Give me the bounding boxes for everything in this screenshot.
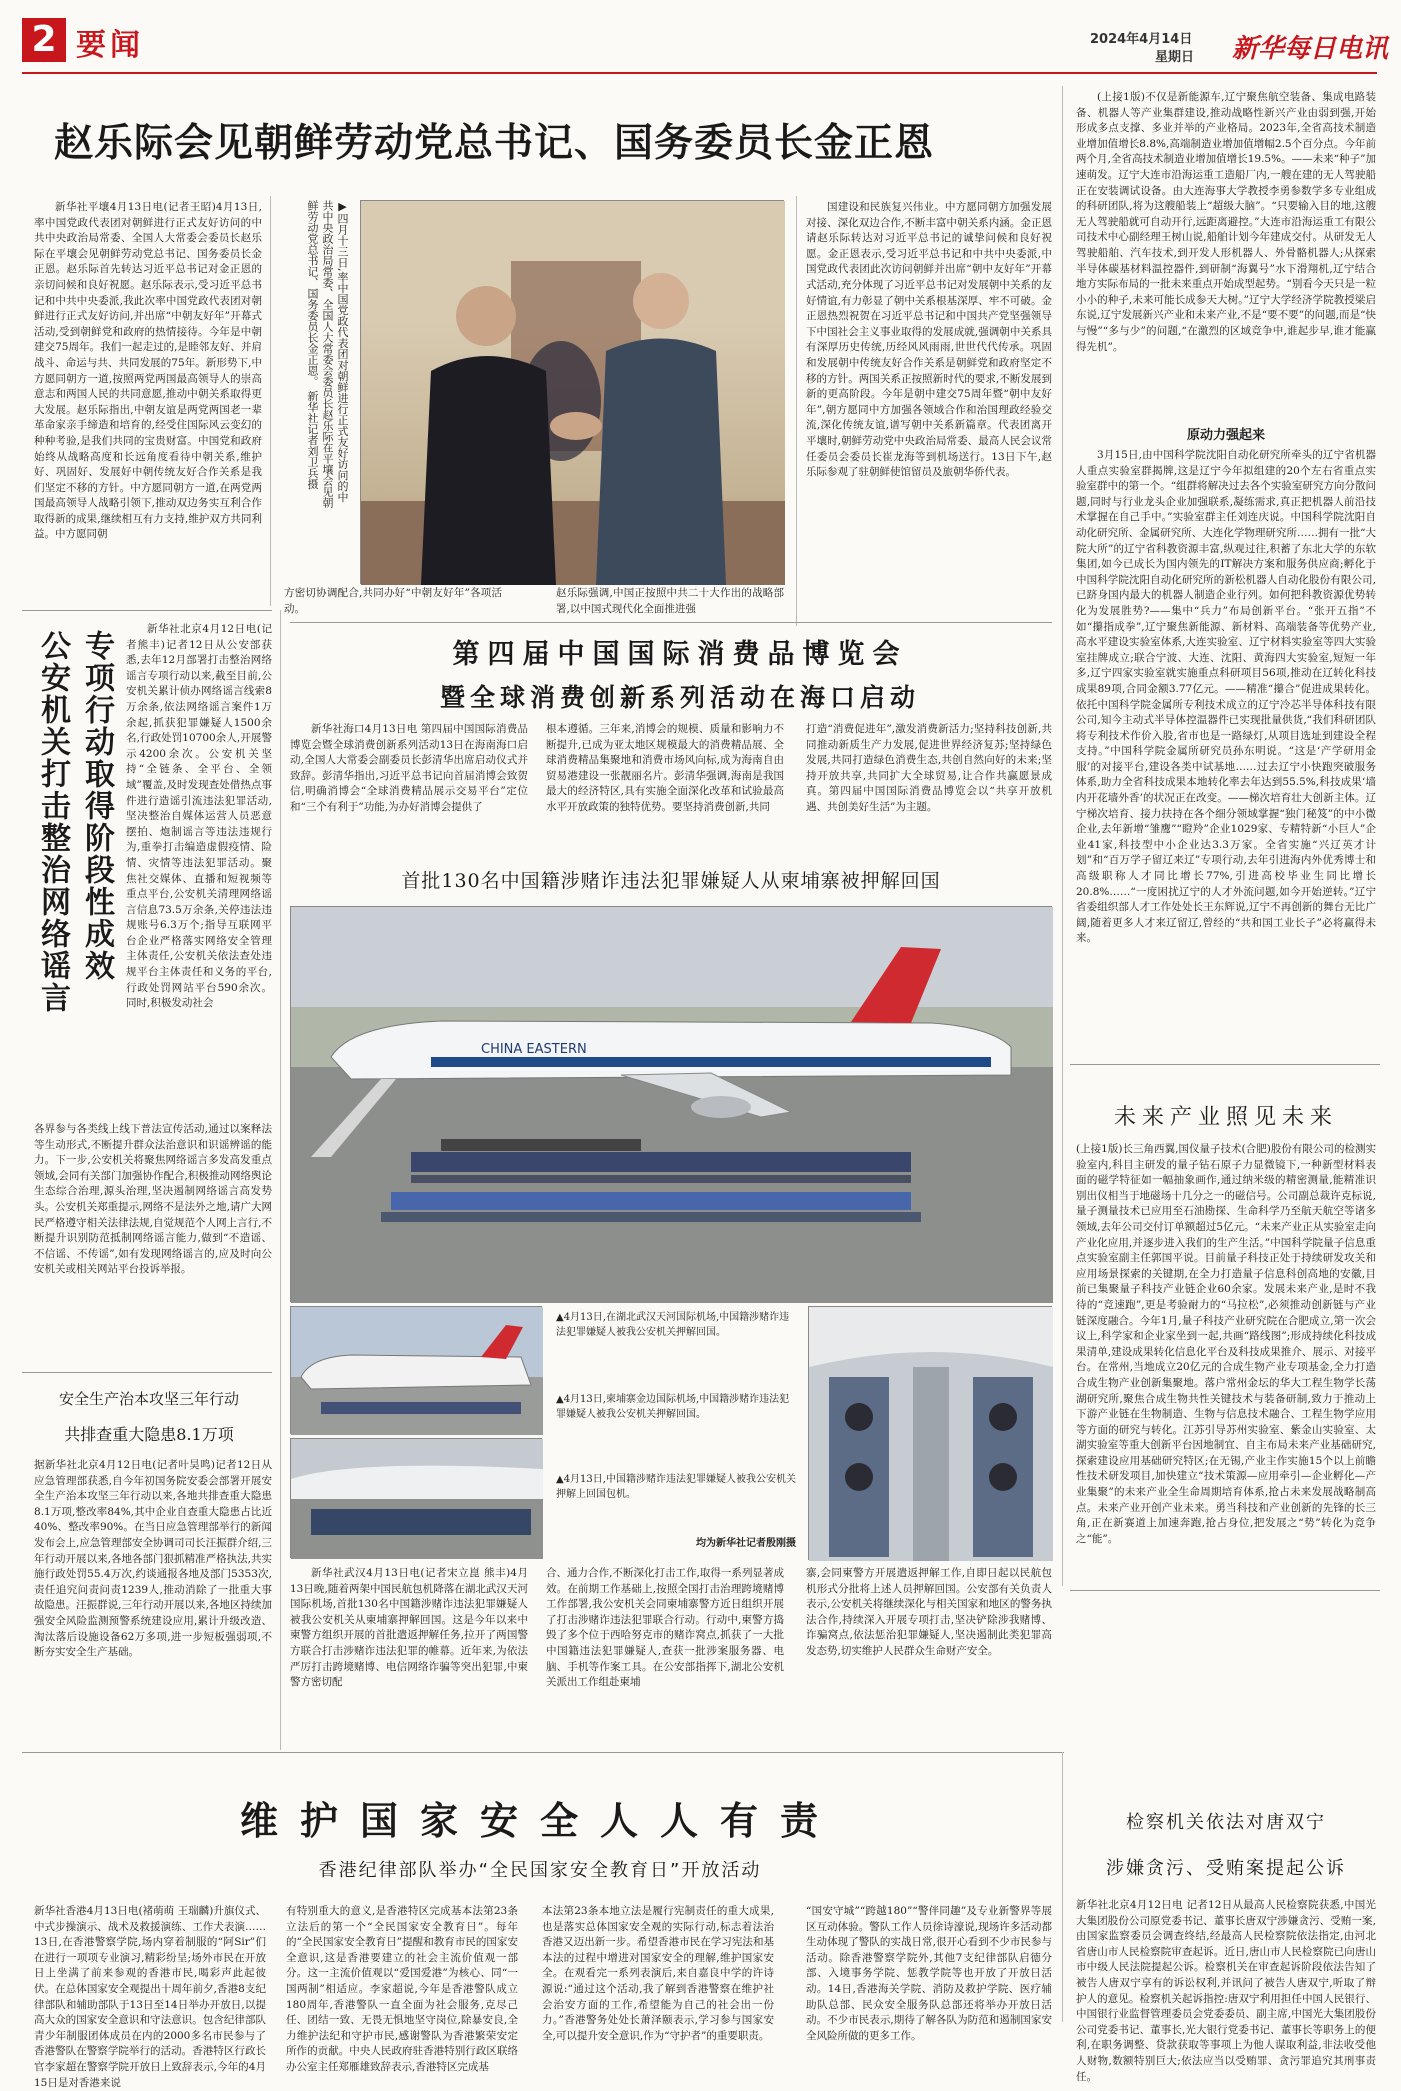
fraud-col3: 寨,会同柬警方开展遣返押解工作,自即日起以民航包机形式分批将上述人员押解回国。公安部有关负责人表示,公安机关将继续深化与相关国家和地区的警务执法合作,持续深入开展专项打击,坚决铲除涉我赌博、诈骗窝点,依法惩治犯罪嫌疑人,坚决遏制此类犯罪高发态势,切实维护人民群众生命财产安全。 <box>806 1567 1052 1657</box>
corruption-body: 新华社北京4月12日电 记者12日从最高人民检察院获悉,中国光大集团股份公司原党委书记、董事长唐双宁涉嫌贪污、受贿一案,由国家监察委员会调查终结,经最高人民检察院依法指定,由河北省唐山市人民检察院审查起诉。近日,唐山市人民检察院已向唐山市中级人民法院提起公诉。检察机关在审查起诉阶段依法告知了被告人唐双宁享有的诉讼权利,并讯问了被告人唐双宁,听取了辩护人的意见。检察机关起诉指控:唐双宁利用担任中国人民银行、中国银行业监督管理委员会党委委员、副主席,中国光大集团股份公司党委书记、董事长,光大银行党委书记、董事长等职务上的便利,在职务调整、贷款获取等事项上为他人谋取利益,非法收受他人财物,数额特别巨大;依法应当以受贿罪、贪污罪追究其刑事责任。 <box>1076 1899 1376 2083</box>
top-story-col3: 国建设和民族复兴伟业。中方愿同朝方加强发展对接、深化双边合作,不断丰富中朝关系内涵。金正恩请赵乐际转达对习近平总书记的诚挚问候和良好祝愿。金正恩表示,受习近平总书记和中共中央委派,中国党政代表团此次访问朝鲜并出席“朝中友好年”开幕式活动,充分体现了习近平总书记对发展朝中关系的友好情谊,有力彰显了朝中关系根基深厚、牢不可破。金正恩热烈祝贺在习近平总书记和中国共产党坚强领导下中国社会主义事业取得的发展成就,强调朝中关系具有深厚历史传统,历经风风雨雨,世世代代传承。巩固和发展朝中传统友好合作关系是朝鲜党和政府坚定不移的方针。两国关系正按照新时代的要求,不断发展到新的更高阶段。今年是朝中建交75周年暨“朝中友好年”,朝方愿同中方加强各领域合作和治国理政经验交流,深化传统友谊,谱写朝中关系新篇章。代表团离开平壤时,朝鲜劳动党中央政治局常委、最高人民会议常任委员会委员长崔龙海等到机场送行。13日下午,赵乐际参观了驻朝鲜使馆留员及旅朝华侨代表。 <box>806 201 1052 479</box>
header-rule <box>22 72 1377 74</box>
future-body: (上接1版)长三角西翼,国仪量子技术(合肥)股份有限公司的检测实验室内,科目主研发的量子钻石原子力显微镜下,一种新型材料表面的磁学特征如一幅抽象画作,通过纳米级的精密测量,能精准识别出仪相当于地磁场十几分之一的磁信号。公司副总裁许克标说,量子测量技术已应用至石油勘探、生命科学乃至航天航空等诸多领域,去年公司交付订单额超过5亿元。“未来产业正从实验室走向产业化应用,并逐步进入我们的生产生活。”中国科学院量子信息重点实验室副主任郭国平说。目前量子科技正处于持续研发攻关和应用场景探索的关键期,在全力打造量子信息科创高地的安徽,目前已集聚量子科技产业链企业60余家。发展未来产业,是时不我待的“竞速跑”,更是考验耐力的“马拉松”,必须推动创新链与产业链深度融合。今年1月,量子科技产业研究院在合肥成立,第一次会议上,科学家和企业家坐到一起,共画“路线图”;形成持续化科技成果清单,建设成果转化信息化平台及科技成果推介、展示、对接平台。在常州,当地成立20亿元的合成生物产业专项基金,全力打造合成生物产业创新集聚地。落户常州金坛的华大工程生物学长荡湖研究所,聚焦合成生物共性关键技术与装备研制,致力于推动上下游产业链在生物制造、生物与信息技术融合、工程生物学应用等方面的研究与转化。江苏引导苏州实验室、紫金山实验室、太湖实验室等重大创新平台因地制宜、自主布局未来产业基础研究,探索建设应用基础研究特区;在无锡,产业主作实施15个以上前瞻性技术研发项目,加快建立“技术策源—应用牵引—企业孵化—产业集聚”的未来产业全生命周期培育体系,抢占未来发展战略制高点。未来产业开创产业未来。勇当科技和产业创新的先锋的长三角,正在新赛道上加速奔跑,抢占身位,把发展之“势”转化为竞争之“能”。 <box>1076 1143 1376 1545</box>
corruption-headline-2: 涉嫌贪污、受贿案提起公诉 <box>1106 1858 1346 1879</box>
page-number-badge: 2 <box>22 18 66 62</box>
header-date: 2024年4月14日 <box>1090 32 1193 47</box>
airport-photo <box>290 906 1052 1302</box>
section-title: 要闻 <box>76 28 144 63</box>
expo-headline-2: 暨全球消费创新系列活动在海口启动 <box>439 683 920 712</box>
safety-headline-2: 共排查重大隐患8.1万项 <box>64 1425 234 1444</box>
top-story-col1: 新华社平壤4月13日电(记者王昭)4月13日,率中国党政代表团对朝鲜进行正式友好访问的中共中央政治局常委、全国人大常委会委员长赵乐际在平壤会见朝鲜劳动党总书记、国务委员长金正恩。赵乐际首先转达习近平总书记对金正恩的亲切问候和良好祝愿。赵乐际表示,受习近平总书记和中共中央委派,我此次率中国党政代表团对朝鲜进行正式友好访问,并出席“中朝友好年”开幕式活动,受到朝鲜党和政府的热情接待。今年是中朝建交75周年。我们一起走过的,是睦邻友好、并肩战斗、命运与共、共同发展的75年。新形势下,中方愿同朝方一道,按照两党两国最高领导人的崇高意志和两国人民的共同意愿,推动中朝关系取得更大发展。赵乐际指出,中朝友谊是两党两国老一辈革命家亲手缔造和培育的,经受住国际风云变幻的种种考验,是我们共同的宝贵财富。中国党和政府始终从战略高度和长远角度看待中朝关系,维护好、巩固好、发展好中朝传统友好合作关系是我们坚定不移的方针。中方愿同朝方一道,在两党两国最高领导人战略引领下,推动双边务实互利合作取得新的成果,继续相互有力支持,维护双方共同利益。中方愿同朝 <box>34 201 262 541</box>
safety-headline-1: 安全生产治本攻坚三年行动 <box>58 1390 239 1408</box>
corruption-headline-1: 检察机关依法对唐双宁 <box>1126 1812 1326 1833</box>
cyber-headline-2: 专项行动取得阶段性成效 <box>79 630 114 982</box>
cyber-text-bottom: 各界参与各类线上线下普法宣传活动,通过以案释法等生动形式,不断提升群众法治意识和识谣辨谣的能力。下一步,公安机关将聚焦网络谣言多发高发重点领域,会同有关部门加强协作配合,积极推动网络舆论生态综合治理,源头治理,坚决遏制网络谣言高发势头。公安机关郑重提示,网络不是法外之地,请广大网民严格遵守相关法律法规,自觉规范个人网上言行,不断提升识别防范抵制网络谣言能力,做到“不造谣、不信谣、不传谣”,如有发现网络谣言的,应及时向公安机关或相关网站平台投诉举报。 <box>34 1123 272 1276</box>
brand-logo: 新华每日电讯 <box>1232 34 1389 64</box>
security-col2: 有特别重大的意义,是香港特区完成基本法第23条立法后的第一个“全民国家安全教育日”。每年的“全民国家安全教育日”提醒和教育市民的国家安全意识,这是香港要建立的社会主流价值观一部分。这一主流价值观以“爱国爱港”为核心、同“一国两制”相适应。李家超说,今年是香港警队成立180周年,香港警队一直全面为社会服务,克尽己任、团结一致、无畏无惧地坚守岗位,除暴安良,全力维护法纪和守护市民,感谢警队为香港繁荣安定所作的贡献。中央人民政府驻香港特别行政区联络办公室主任郑雁雄致辞表示,香港特区完成基 <box>286 1905 518 2073</box>
header-weekday: 星期日 <box>1155 50 1195 65</box>
fraud-col1: 新华社武汉4月13日电(记者宋立崑 熊丰)4月13日晚,随着两架中国民航包机降落在湖北武汉天河国际机场,首批130名中国籍涉赌诈违法犯罪嫌疑人被我公安机关从柬埔寨押解回国。这是今年以来中柬警方组织开展的首批遣返押解任务,拉开了两国警方联合打击涉赌诈违法犯罪的帷幕。近年来,为依法严厉打击跨境赌博、电信网络诈骗等突出犯罪,中柬警方密切配 <box>290 1567 528 1689</box>
right-top-subhead: 原动力强起来 <box>1186 428 1265 443</box>
security-subheadline: 香港纪律部队举办“全民国家安全教育日”开放活动 <box>318 1860 762 1881</box>
future-headline: 未来产业照见未来 <box>1113 1105 1338 1130</box>
security-col1: 新华社香港4月13日电(褚萌萌 王瑞麟)升旗仪式、中式步操演示、战术及救援演练、工作犬表演……13日,在香港警察学院,场内穿着制服的“阿Sir”们在进行一项项专业演习,精彩纷呈;场外市民在开放日上坐满了前来参观的香港市民,喝彩声此起彼伏。在总体国家安全观提出十周年前夕,香港8支纪律部队和辅助部队于13日至14日举办开放日,以提高大众的国家安全意识和守法意识。包含纪律部队青少年制服团体成员在内的2000多名市民参与了香港警队在警察学院举行的活动。香港特区行政长官李家超在警察学院开放日上致辞表示,今年的4月15日是对香港来说 <box>34 1905 266 2089</box>
right-top-body-2: 3月15日,由中国科学院沈阳自动化研究所牵头的辽宁省机器人重点实验室群揭牌,这是辽宁今年拟组建的20个左右省重点实验室群中的第一个。“组群将解决过去各个实验室研究方向分散问题,同时与行业龙头企业加强联系,凝练需求,真正把机器人前沿技术掌握在自己手中。”实验室群主任刘连庆说。中国科学院沈阳自动化研究所、金属研究所、大连化学物理研究所……拥有一批“大院大所”的辽宁省科教资源丰富,纵观过往,积蓄了东北大学的东软集团,如今已成长为国内领先的IT解决方案和服务供应商;孵化于中国科学院沈阳自动化研究所的新松机器人自动化股份有限公司,已跻身国内最大的机器人制造企业行列。如何把科教资源优势转化为发展胜势?——集中“兵力”布局创新平台。“张开五指”不如“攥指成拳”,辽宁聚焦新能源、新材料、高端装备等优势产业,高水平建设实验室体系,大连实验室、辽宁材料实验室等四大实验室挂牌成立;联合宁波、大连、沈阳、黄海四大实验室,短短一年多,辽宁四家实验室就实施重点科研项目56项,推动在辽转化科技成果89项,合同金额3.77亿元。——精准“攥合”促进成果转化。依托中国科学院金属所专利技术成立的辽宁冷芯半导体科技有限公司,知今主动式半导体控温器件已实现批量供货,“我们科研团队将专利技术作价入股,省市也是一路绿灯,从项目选址到建设全程支持。”中国科学院金属所研究员孙东明说。“这是‘产学研用金服’的对接平台,建设各类中试基地……过去辽宁小快跑突破服务体系,助力全省科技成果本地转化率去年达到55.5%,科技成果‘墙内开花墙外香’的状况正在改变。——梯次培育壮大创新主体。辽宁梯次培育、接力扶持在各个细分领域掌握“独门秘笈”的中小微企业,去年新增“雏鹰”“瞪羚”企业1029家、专精特新“小巨人”企业41家,科技型中小企业达3.3万家。全省实施“兴辽英才计划”和“百万学子留辽来辽”专项行动,去年引进海内外优秀博士和高级职称人才同比增长77%,引进高校毕业生同比增长20.8%……“一度困扰辽宁的人才外流问题,如今开始逆转。”辽宁省委组织部人才工作处处长王东辉说,辽宁不再创新的舞台无比广阔,随着更多人才来辽留辽,曾经的“共和国工业长子”必将赢得未来。 <box>1076 449 1376 945</box>
fraud-photo-caption-2: ▲4月13日,柬埔寨金边国际机场,中国籍涉赌诈违法犯罪嫌疑人被我公安机关押解回国。 <box>556 1394 790 1420</box>
under-photo-left: 方密切协调配合,共同办好“中朝友好年”各项活动。 <box>284 587 502 615</box>
safety-body: 据新华社北京4月12日电(记者叶昊鸣)记者12日从应急管理部获悉,自今年初国务院安委会部署开展安全生产治本攻坚三年行动以来,各地共排查重大隐患8.1万项,整改率84%,其中企业自查重大隐患占比近40%、整改率90%。在当日应急管理部举行的新闻发布会上,应急管理部安全协调司司长汪振群介绍,三年行动开展以来,各地各部门狠抓精准严格执法,共实施行政处罚55.4万次,约谈通报各地及部门5353次,责任追究问责问责1239人,推动消除了一批重大事故隐患。汪振群说,三年行动开展以来,各地区持续加强安全风险监测预警系统建设应用,累计升级改造、淘汰落后设施设备62万多项,进一步短板强弱项,不断夯实安全生产基础。 <box>34 1459 272 1659</box>
expo-col3: 打造“消费促进年”,激发消费新活力;坚持科技创新,共同推动新质生产力发展,促进世界经济复苏;坚持绿色发展,共同打造绿色消费生态,共创自然向好的未来;坚持开放共享,共同扩大全球贸易,让合作共赢愿景成真。第四届中国国际消费品博览会以“共享开放机遇、共创美好生活”为主题。 <box>806 723 1052 813</box>
cabin-photo <box>808 1306 1052 1560</box>
tarmac-photo <box>290 1438 542 1558</box>
security-col4: “国安守城”“跨越180”“警伴同趣”及专业新警界等展区互动体验。警队工作人员徐诗濠说,现场许多活动都生动体现了警队的实战日常,很开心看到不少市民参与活动。除香港警察学院外,其他7支纪律部队启德分部、入境事务学院、惩教学院等也开放了开放日活动。14日,香港海关学院、消防及救护学院、医疗辅助队总部、民众安全服务队总部还将举办开放日活动。不少市民表示,期待了解各队为防范和遏制国家安全风险所做的更多工作。 <box>806 1905 1052 2042</box>
fraud-col2: 合、通力合作,不断深化打击工作,取得一系列显著成效。在前期工作基础上,按照全国打击治理跨境赌博工作部署,我公安机关会同柬埔寨警方近日组织开展了打击涉赌诈违法犯罪联合行动。行动中,柬警方捣毁了多个位于西哈努克市的赌诈窝点,抓获了一大批中国籍违法犯罪嫌疑人,查获一批涉案服务器、电脑、手机等作案工具。在公安部指挥下,湖北公安机关派出工作组赴柬埔 <box>546 1567 784 1689</box>
expo-headline-1: 第四届中国国际消费品博览会 <box>452 639 908 670</box>
fraud-headline: 首批130名中国籍涉赌诈违法犯罪嫌疑人从柬埔寨被押解回国 <box>401 870 941 892</box>
fraud-photo-caption-3: ▲4月13日,中国籍涉赌诈违法犯罪嫌疑人被我公安机关押解上回国包机。 <box>556 1474 796 1500</box>
leaders-photo-caption: ▶四月十三日,率中国党政代表团对朝鲜进行正式友好访问的中共中央政治局常委、全国人大常委会委员长赵乐际在平壤会见朝鲜劳动党总书记、国务委员长金正恩。 新华社记者刘卫兵摄 <box>306 200 349 508</box>
expo-col2: 根本遵循。三年来,消博会的规模、质量和影响力不断提升,已成为亚太地区规模最大的消费精品展、全球消费精品集聚地和消费市场风向标,成为海南自由贸易港建设一张靓丽名片。彭清华强调,海南是我国最大的经济特区,具有实施全面深化改革和试验最高水平开放政策的独特优势。要坚持消费创新,共同 <box>546 723 784 813</box>
svg-text:CHINA EASTERN: CHINA EASTERN <box>481 1042 587 1057</box>
fraud-photo-credit: 均为新华社记者殷刚摄 <box>696 1538 796 1549</box>
leaders-photo <box>360 200 784 584</box>
cyber-headline-1: 公安机关打击整治网络谣言 <box>35 630 70 1014</box>
security-headline: 维护国家安全人人有责 <box>239 1798 840 1843</box>
plane-photo <box>290 1306 542 1434</box>
under-photo-right: 赵乐际强调,中国正按照中共二十大作出的战略部署,以中国式现代化全面推进强 <box>556 587 784 615</box>
fraud-photo-caption-1: ▲4月13日,在湖北武汉天河国际机场,中国籍涉赌诈违法犯罪嫌疑人被我公安机关押解回国。 <box>556 1312 790 1338</box>
security-col3: 本法第23条本地立法是履行宪制责任的重大成果,也是落实总体国家安全观的实际行动,标志着法治香港又迈出新一步。希望香港市民在学习宪法和基本法的过程中增进对国家安全的理解,维护国家安全。在观看完一系列表演后,来自嘉良中学的许诗源说:“通过这个活动,我了解到香港警察在维护社会治安方面的工作,希望能为自己的社会出一份力。”香港警务处处长萧泽颐表示,学习参与国家安全,可以提升安全意识,作为“守护者”的重要职责。 <box>542 1905 774 2042</box>
right-top-body-1: (上接1版)不仅是新能源车,辽宁聚焦航空装备、集成电路装备、机器人等产业集群建设,推动战略性新兴产业由弱到强,开始形成多点支撑、多业并举的产业格局。2023年,全省高技术制造业增加值增长8.8%,高端制造业增加值增幅2.5个百分点。今年前两个月,全省高技术制造业增加值增长19.5%。——未来“种子”加速萌发。辽宁大连市沿海运重工造船厂内,一艘在建的无人驾驶船正在安装调试设备。由大连海事大学教授李勇参数学多专业组成的科研团队,将为这艘船装上“超级大脑”。“只要输入目的地,这艘无人驾驶船就可自动开行,远距离避控。”大连市沿海运重工有限公司技术中心副经理王树山说,船舶计划今年建成交付。从研发无人驾驶船舶、汽车技术,到开发人形机器人、外骨骼机器人;从探索半导体碳基材料温控器件,到研制“海翼号”水下滑翔机,辽宁结合地方实际布局的一批未来重点开始成型起势。“别看今天只是一粒小小的种子,未来可能长成参天大树。”辽宁大学经济学院教授梁启东说,辽宁发展新兴产业和未来产业,不是“要不要”的问题,而是“快与慢”“多与少”的问题,“在激烈的区域竞争中,谁起步早,谁才能赢得先机”。 <box>1076 91 1376 353</box>
top-story-headline: 赵乐际会见朝鲜劳动党总书记、国务委员长金正恩 <box>54 120 935 166</box>
cyber-text-right: 新华社北京4月12日电(记者熊丰)记者12日从公安部获悉,去年12月部署打击整治网络谣言专项行动以来,截至目前,公安机关累计侦办网络谣言线索8万余条,依法网络谣言案件1万余起,抓获犯罪嫌疑人1500余名,行政处罚10700余人,开展警示4200余次。公安机关坚持“全链条、全平台、全领域”覆盖,及时发现查处借热点事件进行造谣引流违法犯罪活动,坚决整治自媒体运营人员恶意摆拍、炮制谣言等违法违规行为,重拳打击编造虚假疫情、险情、灾情等违法犯罪活动。聚焦社交媒体、直播和短视频等重点平台,公安机关清理网络谣言信息73.5万余条,关停违法违规账号6.3万个;指导互联网平台企业严格落实网络安全管理主体责任,公安机关依法查处违规平台主体责任和义务的平台,行政处罚网站平台590余次。同时,积极发动社会 <box>126 623 272 1010</box>
expo-col1: 新华社海口4月13日电 第四届中国国际消费品博览会暨全球消费创新系列活动13日在海南海口启动,全国人大常委会副委员长彭清华出席启动仪式并致辞。彭清华指出,习近平总书记向首届消博会致贺信,明确消博会“全球消费精品展示交易平台”定位和“三个有利于”功能,为办好消博会提供了 <box>290 723 528 813</box>
